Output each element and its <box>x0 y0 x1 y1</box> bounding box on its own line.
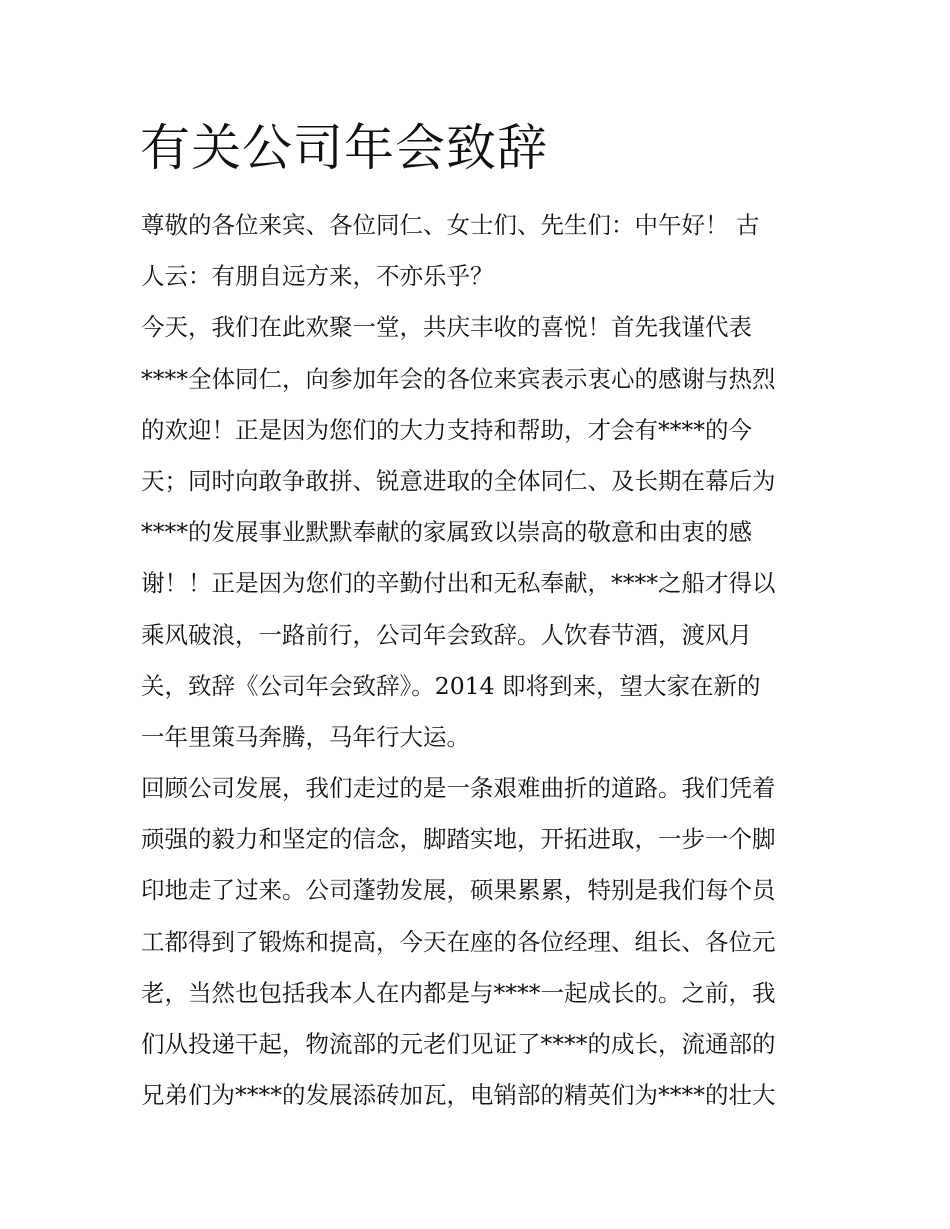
text-line: 们从投递干起，物流部的元老们见证了****的成长，流通部的 <box>141 1030 776 1058</box>
text-line: 乘风破浪，一路前行，公司年会致辞。人饮春节酒，渡风月 <box>141 620 752 649</box>
text-line: 尊敬的各位来宾、各位同仁、女士们、先生们：中午好！ 古 <box>141 211 760 239</box>
document-title: 有关公司年会致辞 <box>140 119 548 177</box>
text-line: 顽强的毅力和坚定的信念，脚踏实地，开拓进取，一步一个脚 <box>141 825 776 854</box>
text-line: 一年里策马奔腾，马年行大运。 <box>141 722 470 751</box>
text-line: 人云：有朋自远方来，不亦乐乎？ <box>141 262 494 291</box>
text-line: ****的发展事业默默奉献的家属致以崇高的敬意和由衷的感 <box>141 518 752 547</box>
text-line: 兄弟们为****的发展添砖加瓦，电销部的精英们为****的壮大 <box>141 1081 776 1110</box>
text-line: ****全体同仁，向参加年会的各位来宾表示衷心的感谢与热烈 <box>141 364 776 393</box>
text-line: 工都得到了锻炼和提高，今天在座的各位经理、组长、各位元 <box>141 927 776 956</box>
text-line: 今天，我们在此欢聚一堂，共庆丰收的喜悦！首先我谨代表 <box>141 313 752 342</box>
text-line: 老，当然也包括我本人在内都是与****一起成长的。之前，我 <box>141 978 776 1007</box>
text-line: 回顾公司发展，我们走过的是一条艰难曲折的道路。我们凭着 <box>141 774 776 803</box>
document-body <box>141 200 821 1121</box>
text-line: 的欢迎！正是因为您们的大力支持和帮助，才会有****的今 <box>141 415 752 444</box>
text-line: 关，致辞《公司年会致辞》。2014 即将到来，望大家在新的 <box>141 671 761 700</box>
text-line: 印地走了过来。公司蓬勃发展，硕果累累，特别是我们每个员 <box>141 876 776 905</box>
text-line: 天；同时向敢争敢拼、锐意进取的全体同仁、及长期在幕后为 <box>141 466 776 495</box>
text-line: 谢！！正是因为您们的辛勤付出和无私奉献，****之船才得以 <box>141 569 776 598</box>
